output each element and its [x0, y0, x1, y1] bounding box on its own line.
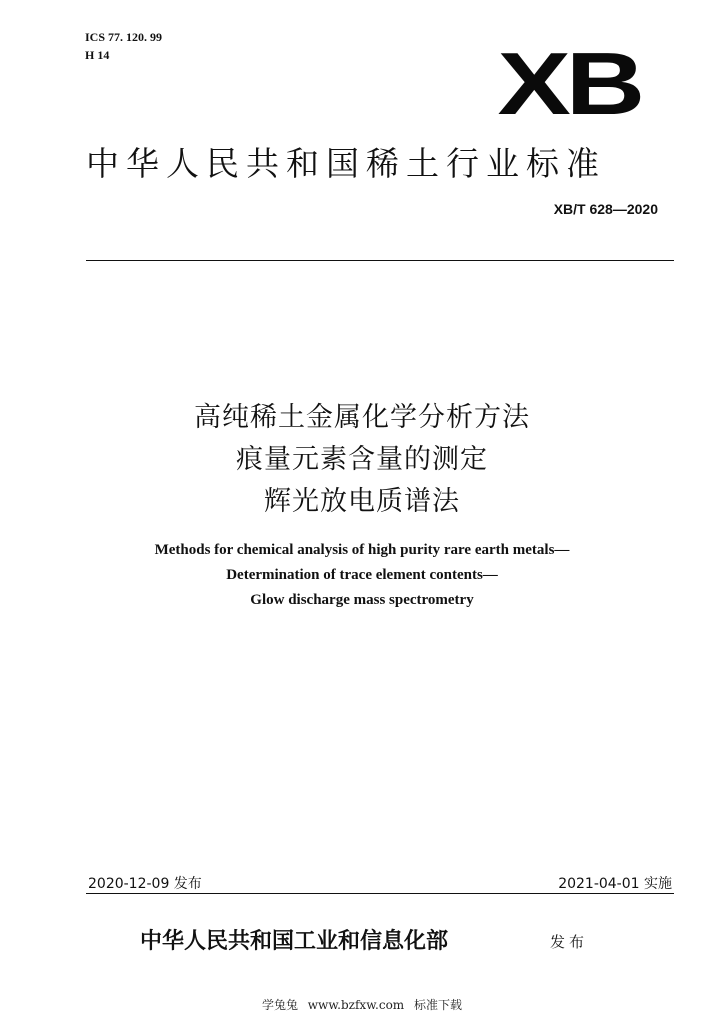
- ics-code: ICS 77. 120. 99: [85, 30, 163, 44]
- xb-logo: XB: [497, 34, 640, 133]
- standard-number: XB/T 628—2020: [553, 201, 658, 217]
- issuing-authority: 中华人民共和国工业和信息化部: [140, 928, 449, 954]
- publication-date: 2020-12-09 发布: [88, 876, 202, 892]
- implementation-date: 2021-04-01 实施: [558, 876, 672, 892]
- footer-watermark[interactable]: 学兔兔 www.bzfxw.com 标准下载: [261, 998, 463, 1012]
- chinese-title-line-3: 辉光放电质谱法: [264, 486, 460, 517]
- bottom-divider: [86, 893, 674, 894]
- ccs-code: H 14: [85, 48, 110, 62]
- issue-label: 发布: [550, 933, 589, 951]
- english-title-line-1: Methods for chemical analysis of high purity rare earth metals—: [154, 542, 570, 558]
- top-divider: [86, 260, 674, 261]
- chinese-title-line-1: 高纯稀土金属化学分析方法: [194, 402, 530, 433]
- english-title-line-2: Determination of trace element contents—: [226, 567, 498, 583]
- industry-standard-title: 中华人民共和国稀土行业标准: [86, 144, 606, 183]
- chinese-title-line-2: 痕量元素含量的测定: [236, 444, 488, 475]
- english-title-line-3: Glow discharge mass spectrometry: [250, 592, 474, 608]
